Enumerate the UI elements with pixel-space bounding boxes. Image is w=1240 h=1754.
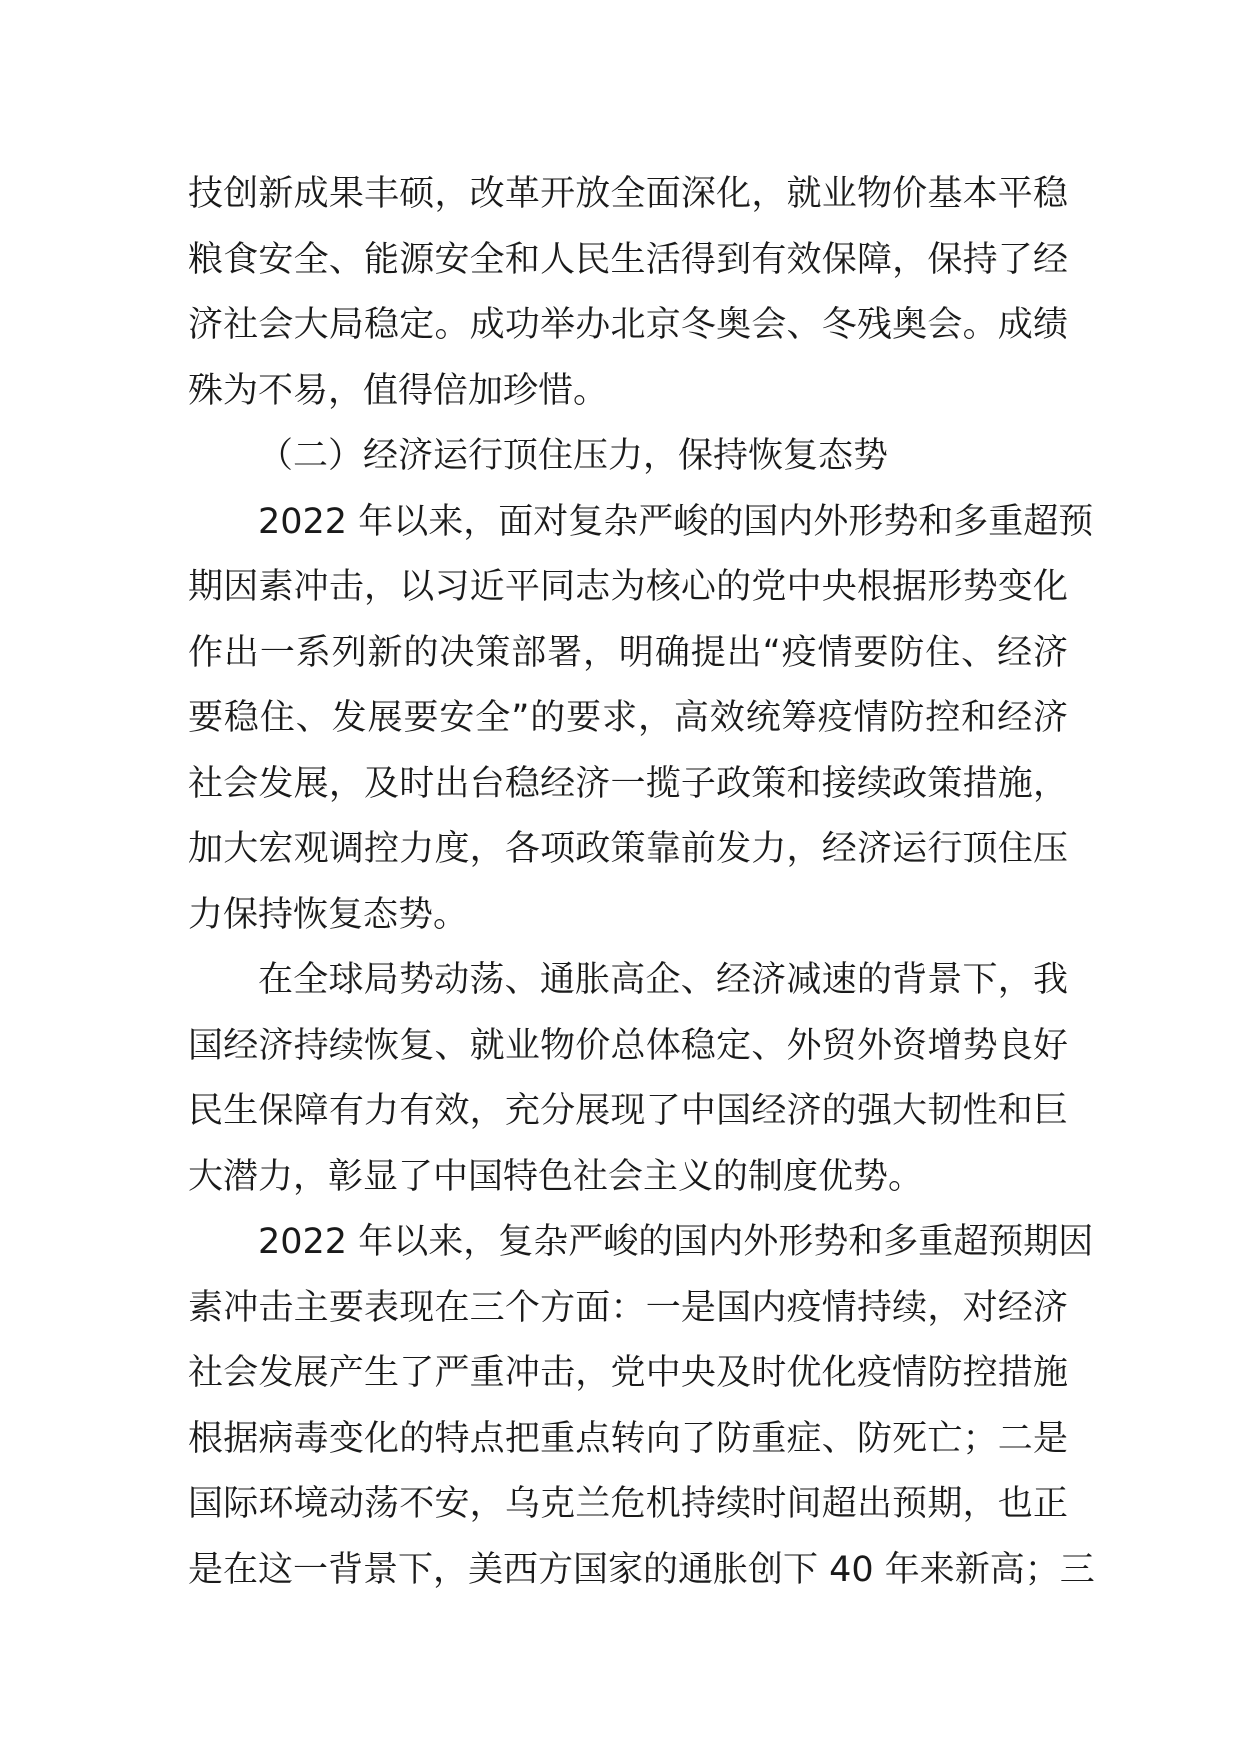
text-line: 素冲击主要表现在三个方面：一是国内疫情持续，对经济 bbox=[188, 1287, 1068, 1328]
text-line: 殊为不易，值得倍加珍惜。 bbox=[188, 370, 609, 411]
text-line: 粮食安全、能源安全和人民生活得到有效保障，保持了经 bbox=[188, 239, 1068, 280]
section-heading: （二）经济运行顶住压力，保持恢复态势 bbox=[258, 436, 889, 476]
text-line: 期因素冲击，以习近平同志为核心的党中央根据形势变化 bbox=[188, 567, 1068, 607]
text-line: 民生保障有力有效，充分展现了中国经济的强大韧性和巨 bbox=[188, 1091, 1068, 1131]
text-line: 2022 年以来，面对复杂严峻的国内外形势和多重超预 bbox=[258, 501, 1094, 542]
body-text bbox=[188, 162, 1095, 1603]
text-line: 大潜力，彰显了中国特色社会主义的制度优势。 bbox=[188, 1156, 924, 1197]
text-line: 力保持恢复态势。 bbox=[188, 894, 469, 935]
text-line: 济社会大局稳定。成功举办北京冬奥会、冬残奥会。成绩 bbox=[188, 305, 1068, 345]
text-line: 社会发展产生了严重冲击，党中央及时优化疫情防控措施 bbox=[188, 1353, 1068, 1393]
text-line: 在全球局势动荡、通胀高企、经济减速的背景下，我 bbox=[258, 960, 1068, 1000]
text-line: 根据病毒变化的特点把重点转向了防重症、防死亡；二是 bbox=[188, 1418, 1068, 1459]
text-line: 是在这一背景下，美西方国家的通胀创下 40 年来新高；三 bbox=[188, 1549, 1095, 1590]
text-line: 要稳住、发展要安全”的要求，高效统筹疫情防控和经济 bbox=[188, 698, 1068, 738]
text-line: 技创新成果丰硕，改革开放全面深化，就业物价基本平稳 bbox=[188, 174, 1068, 214]
text-line: 社会发展，及时出台稳经济一揽子政策和接续政策措施， bbox=[188, 763, 1068, 804]
text-line: 加大宏观调控力度，各项政策靠前发力，经济运行顶住压 bbox=[188, 829, 1068, 869]
text-line: 国际环境动荡不安，乌克兰危机持续时间超出预期，也正 bbox=[188, 1484, 1068, 1524]
text-line: 作出一系列新的决策部署，明确提出“疫情要防住、经济 bbox=[188, 632, 1068, 673]
text-line: 国经济持续恢复、就业物价总体稳定、外贸外资增势良好 bbox=[188, 1025, 1068, 1066]
text-line: 2022 年以来，复杂严峻的国内外形势和多重超预期因 bbox=[258, 1222, 1094, 1262]
